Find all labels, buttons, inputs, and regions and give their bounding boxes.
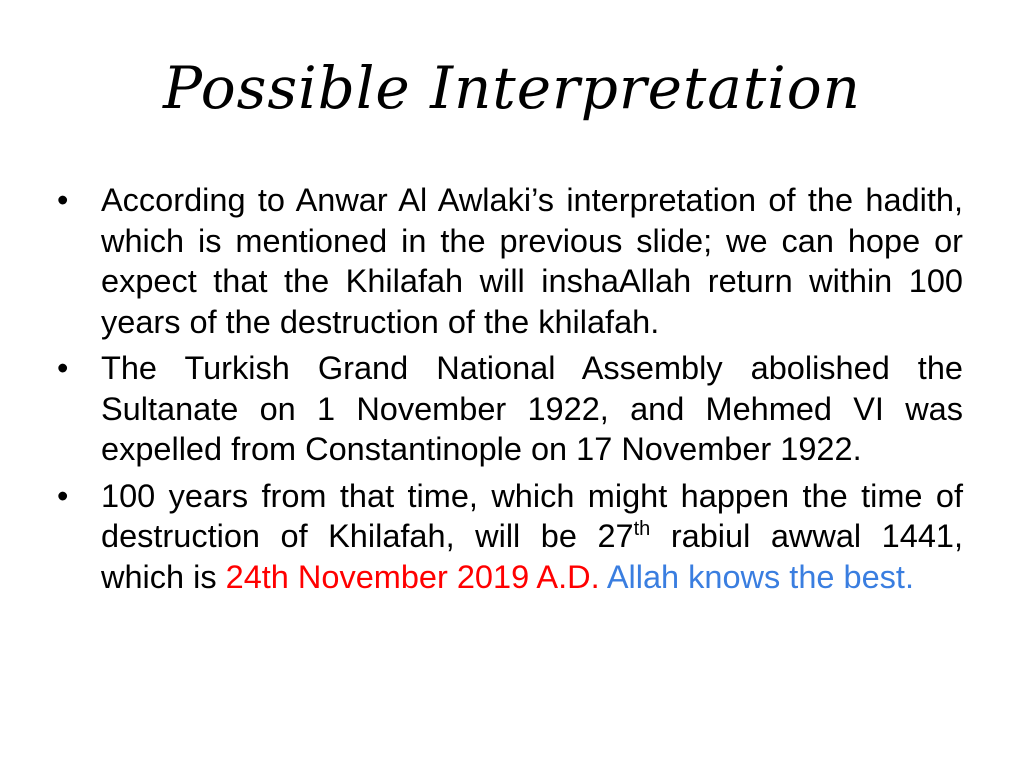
bullet-text: According to Anwar Al Awlaki’s interpretation of the hadith, which is mentioned in the previous slide; we can hope or expect that the Khilafah will inshaAllah return within 100 years of the destruction of the khilafah. [101, 182, 963, 340]
bullet-item [55, 476, 963, 598]
bullet-dot-icon: • [57, 477, 69, 514]
bullet-text-part: rabiul awwal 1441, which is [101, 518, 963, 595]
bullet-list [55, 180, 963, 603]
highlighted-date: 24th November 2019 A.D. [225, 558, 600, 595]
bullet-text-part: 100 years from that time, which might happen the time of destruction of Khilafah, will be 27 [101, 477, 963, 554]
bullet-text [101, 478, 963, 595]
ordinal-superscript: th [633, 518, 651, 541]
closing-phrase: Allah knows the best. [606, 558, 914, 595]
spacer-text [600, 559, 607, 595]
bullet-item [55, 180, 963, 342]
bullet-dot-icon: • [57, 350, 69, 386]
slide-title: Possible Interpretation [163, 54, 861, 122]
bullet-item [55, 348, 963, 470]
bullet-dot-icon: • [57, 182, 69, 218]
bullet-text: The Turkish Grand National Assembly abolished the Sultanate on 1 November 1922, and Mehmed VI was expelled from Constantinople on 17 November 1922. [101, 350, 963, 467]
